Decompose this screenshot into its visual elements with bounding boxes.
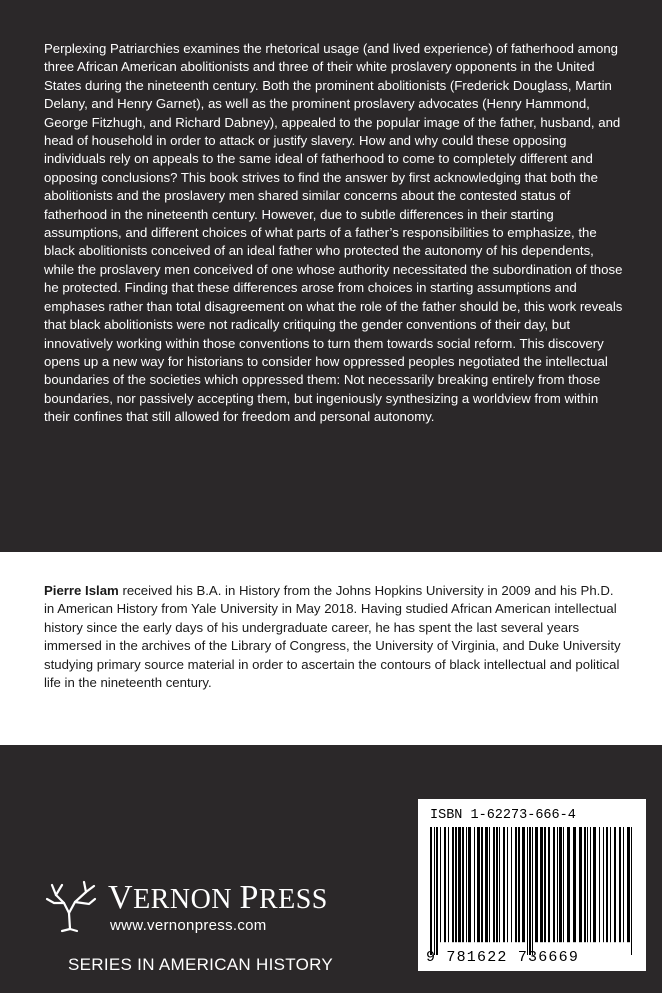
footer-panel [0, 745, 662, 993]
barcode-bar [458, 827, 461, 942]
barcode-bar [587, 827, 588, 942]
barcode-bar [436, 827, 438, 955]
book-description: Perplexing Patriarchies examines the rhetorical usage (and lived experience) of fatherhood among three African American abolitionists and three of their white proslavery opponents in the United States during the nineteenth century. Both the prominent abolitionists (Frederick Douglass, Martin Delany, and Henry Garnet), as well as the prominent proslavery advocates (Henry Hammond, George Fitzhugh, and Richard Dabney), appealed to the popular image of the father, husband, and head of household in order to attack or justify slavery. How and why could these opposing individuals rely on appeals to the same ideal of fatherhood to come to completely different and opposing conclusions? This book strives to find the answer by first acknowledging that both the abolitionists and the proslavery men shared similar concerns about the contested status of fatherhood in the nineteenth century. However, due to subtle differences in their starting assumptions, and different choices of what parts of a father’s responsibilities to emphasize, the black abolitionists conceived of an ideal father who protected the autonomy of his dependents, while the proslavery men conceived of one whose authority necessitated the subordination of those he protected. Finding that these differences arose from choices in starting assumptions and emphases rather than total disagreement on what the role of the father should be, this work reveals that black abolitionists were not radically critiquing the gender conventions of their day, but innovatively working within those conventions to turn them towards social reform. This discovery opens up a new way for historians to consider how oppressed peoples negotiated the intellectual boundaries of the societies which oppressed them: Not necessarily breaking entirely from those boundaries, nor passively accepting them, but ingeniously synthesizing a worldview from within their confines that still allowed for freedom and personal autonomy. [44, 41, 623, 425]
barcode-bar [584, 827, 586, 942]
barcode-bar [444, 827, 446, 942]
barcode [428, 827, 636, 955]
series-title: SERIES IN AMERICAN HISTORY [68, 955, 334, 974]
tree-logo-icon [42, 877, 98, 933]
barcode-bar [440, 827, 441, 942]
barcode-bar [511, 827, 512, 942]
author-name: Pierre Islam [44, 583, 119, 598]
barcode-bar [619, 827, 621, 942]
barcode-bar [430, 827, 432, 955]
barcode-bar [522, 827, 525, 942]
barcode-bar [452, 827, 454, 942]
author-bio-panel [0, 552, 662, 745]
barcode-label [418, 799, 646, 971]
barcode-bar [481, 827, 483, 942]
barcode-bar [557, 827, 558, 942]
barcode-bar [567, 827, 570, 942]
barcode-bar [548, 827, 550, 942]
publisher-name: VERNON PRESS [108, 879, 328, 916]
barcode-bar [610, 827, 611, 942]
barcode-bar [515, 827, 517, 942]
barcode-bar [563, 827, 564, 942]
barcode-bar [448, 827, 449, 942]
barcode-bar [462, 827, 464, 942]
barcode-bar [529, 827, 531, 955]
barcode-bar [518, 827, 520, 942]
barcode-bar [434, 827, 435, 955]
barcode-bar [507, 827, 508, 942]
barcode-bar [606, 827, 608, 942]
barcode-bar [579, 827, 582, 942]
author-bio-text: received his B.A. in History from the Johns Hopkins University in 2009 and his Ph.D. in American History from Yale University in May 2018. Having studied African American intellectual history since the early days of his undergraduate career, he has spent the last several years immersed in the archives of the Library of Congress, the University of Virginia, and Duke University studying primary source material in order to ascertain the contours of black intellectual and political life in the nineteenth century. [44, 583, 621, 691]
barcode-bar [623, 827, 624, 942]
barcode-bar [590, 827, 591, 942]
barcode-bar [540, 827, 543, 942]
barcode-bar [527, 827, 528, 955]
barcode-bar [499, 827, 500, 942]
barcode-bar [614, 827, 616, 942]
barcode-bar [599, 827, 600, 942]
barcode-bar [573, 827, 576, 942]
barcode-bar [593, 827, 596, 942]
barcode-bar [466, 827, 467, 942]
barcode-bar [455, 827, 457, 942]
isbn-label: ISBN 1-62273-666-4 [430, 808, 576, 823]
barcode-bar [503, 827, 505, 942]
barcode-bar [631, 827, 632, 955]
barcode-bar [489, 827, 490, 942]
barcode-digits: 9 781622 736669 [426, 949, 580, 966]
barcode-bar [553, 827, 555, 942]
barcode-bar [493, 827, 495, 942]
barcode-bar [535, 827, 538, 942]
barcode-bar [559, 827, 562, 942]
barcode-bar [627, 827, 630, 942]
barcode-bar [477, 827, 480, 942]
barcode-bar [544, 827, 546, 942]
barcode-bar [603, 827, 604, 942]
barcode-bar [468, 827, 471, 942]
barcode-bar [532, 827, 533, 955]
barcode-bar [474, 827, 475, 942]
barcode-bar [485, 827, 488, 942]
barcode-bar [496, 827, 498, 942]
publisher-url: www.vernonpress.com [110, 917, 267, 934]
author-bio [44, 582, 624, 692]
